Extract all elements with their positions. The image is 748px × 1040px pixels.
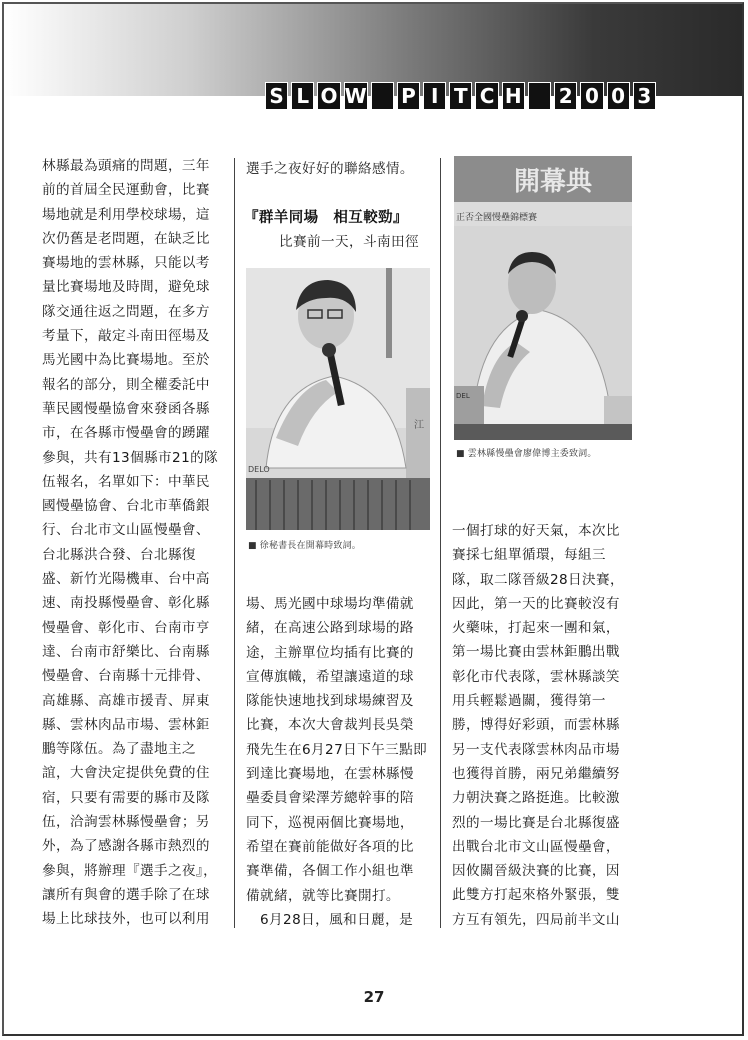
text-line: 另一支代表隊雲林肉品市場 [452, 741, 620, 758]
text-line: 量比賽場地及時間，避免球 [42, 279, 210, 296]
text-line: 伍，洽詢雲林縣慢壘會；另 [42, 814, 210, 831]
text-line: 誼，大會決定提供免費的住 [42, 765, 210, 782]
text-line: 因攸關晉級決賽的比賽，因 [452, 863, 620, 880]
magazine-title-banner [265, 82, 656, 110]
text-line: 隊能快速地找到球場練習及 [246, 693, 414, 710]
text-line: 彰化市代表隊，雲林縣談笑 [452, 668, 620, 685]
text-line: 縣、雲林肉品市場、雲林鉅 [42, 716, 210, 733]
text-line: 希望在賽前能做好各項的比 [246, 838, 414, 855]
section-heading: 『群羊同場 相互較勁』 [244, 210, 408, 226]
svg-text:正否全國慢壘錦標賽: 正否全國慢壘錦標賽 [456, 213, 538, 223]
text-line: 勝，博得好彩頭，而雲林縣 [452, 717, 620, 734]
text-line: 用兵輕鬆過關，獲得第一 [452, 693, 606, 710]
text-line: 壘委員會梁澤芳總幹事的陪 [246, 790, 414, 807]
text-line: 台北縣洪合發、台北縣復 [42, 546, 196, 563]
text-line: 備就緒，就等比賽開打。 [246, 887, 400, 904]
title-letter-cell: S [265, 82, 288, 110]
text-line: 同下，巡視兩個比賽場地， [246, 814, 414, 831]
title-letter-cell [371, 82, 394, 110]
column-divider-1 [234, 158, 235, 928]
text-line: 宣傳旗幟，希望讓遠道的球 [246, 668, 414, 685]
svg-text:江: 江 [414, 420, 424, 431]
text-line: 考量下，敲定斗南田徑場及 [42, 328, 210, 345]
title-letter-cell: 0 [607, 82, 630, 110]
text-line: 前的首屆全民運動會，比賽 [42, 182, 210, 199]
text-line: 高雄縣、高雄市援青、屏東 [42, 692, 210, 709]
text-line: 國慢壘協會、台北市華僑銀 [42, 498, 210, 515]
text-line: 因此，第一天的比賽較沒有 [452, 595, 620, 612]
photo-chairman-speech [454, 156, 632, 440]
text-line: 外，為了感謝各縣市熱烈的 [42, 838, 210, 855]
text-line: 讓所有與會的選手除了在球 [42, 886, 210, 903]
text-line: 次仍舊是老問題，在缺乏比 [42, 230, 210, 247]
text-line: 場地就是利用學校球場，這 [42, 206, 210, 223]
text-line: 烈的一場比賽是台北縣復盛 [452, 814, 620, 831]
text-line: 到達比賽場地，在雲林縣慢 [246, 766, 414, 783]
text-line: 此雙方打起來格外緊張，雙 [452, 887, 620, 904]
text-line: 報名的部分，則全權委託中 [42, 376, 210, 393]
photo2-caption: ■ 雲林縣慢壘會廖偉博主委致詞。 [456, 449, 597, 459]
svg-text:開幕典: 開幕典 [514, 167, 593, 197]
title-letter-cell: C [475, 82, 498, 110]
text-line: 場上比球技外，也可以利用 [42, 911, 210, 928]
text-line: 馬光國中為比賽場地。至於 [42, 352, 210, 369]
article-column-1 [42, 154, 230, 932]
text-line: 火藥味，打起來一團和氣， [452, 620, 620, 637]
title-letter-cell: 0 [580, 82, 603, 110]
text-line: 比賽前一天，斗南田徑 [279, 234, 419, 250]
article-column-3 [452, 519, 642, 932]
text-line: 盛、新竹光陽機車、台中高 [42, 571, 210, 588]
text-line: 方互有領先，四局前半文山 [452, 911, 620, 928]
title-letter-cell: T [449, 82, 472, 110]
text-line: 賽準備，各個工作小組也準 [246, 863, 414, 880]
text-line: 出戰台北市文山區慢壘會， [452, 838, 620, 855]
title-letter-cell [528, 82, 551, 110]
title-letter-cell: P [397, 82, 420, 110]
text-line: 緒，在高速公路到球場的路 [246, 620, 414, 637]
text-line: 參與，將辦理『選手之夜』， [42, 862, 218, 879]
text-line: 市，在各縣市慢壘會的踴躍 [42, 425, 210, 442]
secretary-speaking-image [246, 268, 430, 530]
photo1-caption: ■ 徐秘書長在開幕時致詞。 [248, 541, 361, 551]
text-line: 賽場地的雲林縣，只能以考 [42, 255, 210, 272]
title-letter-cell: H [502, 82, 525, 110]
text-line: 飛先生在6月27日下午三點即 [246, 741, 428, 758]
text-line: 隊交通往返之問題，在多方 [42, 303, 210, 320]
text-line: 慢壘會、台南縣十元排骨、 [42, 668, 210, 685]
title-letter-cell: I [423, 82, 446, 110]
text-line: 參與，共有13個縣市21的隊 [42, 449, 219, 466]
title-letter-cell: 3 [633, 82, 656, 110]
text-line: 慢壘會、彰化市、台南市亨 [42, 619, 210, 636]
title-letter-cell: O [317, 82, 340, 110]
text-line: 選手之夜好好的聯絡感情。 [246, 161, 414, 177]
article-column-2-bottom [246, 592, 436, 932]
chairman-speaking-image [454, 156, 632, 440]
article-column-2-top [246, 157, 432, 181]
article-column-2-intro [279, 230, 439, 254]
photo-secretary-speech [246, 268, 430, 530]
text-line: 速、南投縣慢壘會、彰化縣 [42, 595, 210, 612]
page-number: 27 [363, 988, 385, 1006]
text-line: 華民國慢壘協會來發函各縣 [42, 400, 210, 417]
text-line: 達、台南市舒樂比、台南縣 [42, 643, 210, 660]
text-line: 賽採七組單循環，每組三 [452, 547, 606, 564]
text-line: 6月28日，風和日麗，是 [246, 911, 414, 928]
text-line: 隊，取二隊晉級28日決賽， [452, 571, 625, 588]
text-line: 鵬等隊伍。為了盡地主之 [42, 741, 196, 758]
title-letter-cell: L [291, 82, 314, 110]
text-line: 也獲得首勝，兩兄弟繼續努 [452, 765, 620, 782]
svg-text:DEL: DEL [456, 392, 470, 400]
text-line: 宿，只要有需要的縣市及隊 [42, 789, 210, 806]
text-line: 力朝決賽之路挺進。比較激 [452, 790, 620, 807]
title-letter-cell: W [344, 84, 367, 108]
title-letter-cell: 2 [554, 82, 577, 110]
text-line: 一個打球的好天氣，本次比 [452, 523, 620, 539]
text-line: 比賽，本次大會裁判長吳榮 [246, 717, 414, 734]
text-line: 伍報名，名單如下：中華民 [42, 473, 210, 490]
column-divider-2 [440, 158, 441, 928]
text-line: 行、台北市文山區慢壘會、 [42, 522, 210, 539]
svg-text:DELO: DELO [248, 465, 270, 474]
text-line: 林縣最為頭痛的問題，三年 [42, 158, 210, 174]
text-line: 第一場比賽由雲林鉅鵬出戰 [452, 644, 620, 661]
text-line: 途，主辦單位均插有比賽的 [246, 644, 414, 661]
text-line: 場、馬光國中球場均準備就 [246, 596, 414, 612]
